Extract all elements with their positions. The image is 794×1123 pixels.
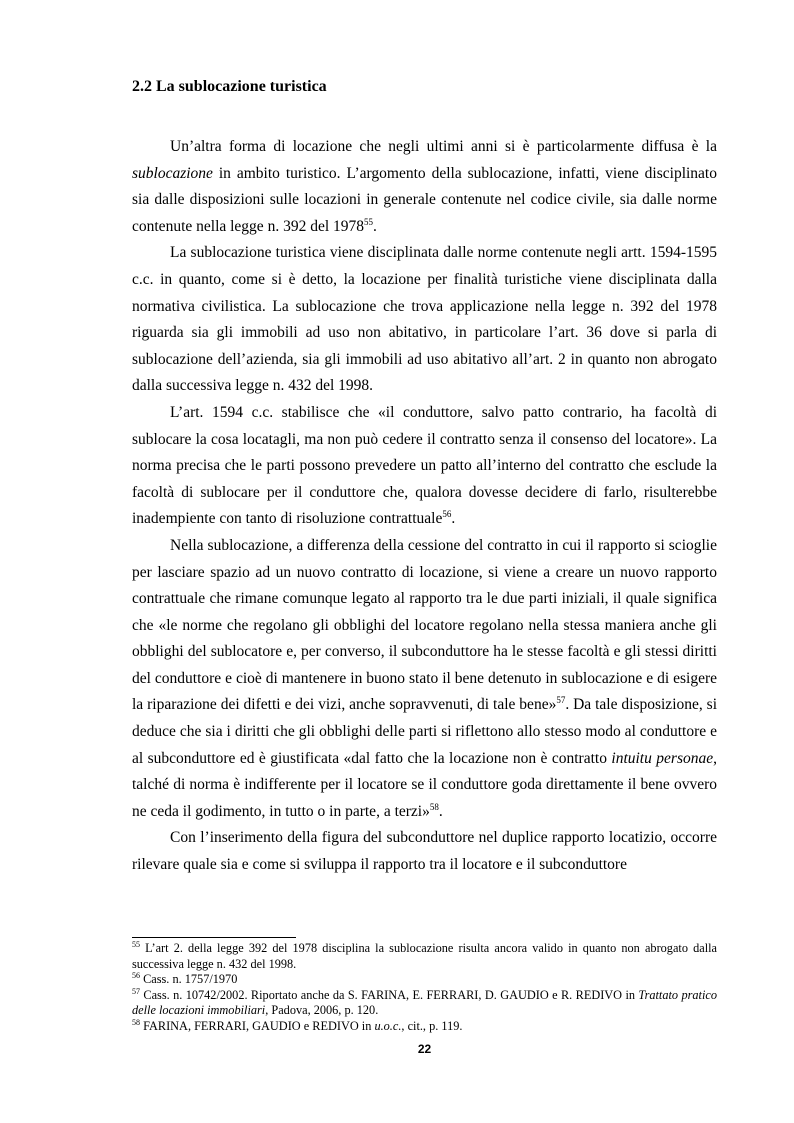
text-run: in ambito turistico. L’argomento della sublocazione, infatti, viene disciplinato sia dalle disposizioni sulle locazioni in generale contenute nel codice civile, sia dalle norme contenute nella legge n. 392 del 1978 bbox=[132, 164, 717, 235]
footnote-italic: u.o.c. bbox=[374, 1018, 402, 1033]
italic-term: sublocazione bbox=[132, 164, 213, 182]
text-run: La sublocazione turistica viene disciplinata dalle norme contenute negli artt. 1594-1595 c.c. in quanto, come si è detto, la locazione per finalità turistiche viene disciplinata dalla normativa civilistica. La sublocazione che trova applicazione nella legge n. 392 del 1978 riguarda sia gli immobili ad uso non abitativo, in particolare l’art. 36 dove si parla di sublocazione dell’azienda, sia gli immobili ad uso abitativo all’art. 2 in quanto non abrogato dalla successiva legge n. 432 del 1998. bbox=[132, 244, 717, 395]
footnote bbox=[132, 988, 717, 1019]
footnote-text: L’art 2. della legge 392 del 1978 disciplina la sublocazione risulta ancora valido in quanto non abrogato dalla successiva legge n. 432 del 1998. bbox=[132, 941, 717, 971]
text-run: . bbox=[373, 217, 377, 235]
footnote bbox=[132, 972, 717, 988]
footnote-number: 55 bbox=[132, 939, 140, 949]
footnote-ref: 58 bbox=[429, 801, 439, 812]
paragraph bbox=[132, 134, 717, 240]
text-run: Con l’inserimento della figura del subconduttore nel duplice rapporto locatizio, occorre rilevare quale sia e come si sviluppa il rapporto tra il locatore e il subconduttore bbox=[132, 829, 717, 874]
page-number: 22 bbox=[417, 1042, 432, 1056]
footnote-text: Cass. n. 10742/2002. Riportato anche da S. FARINA, E. FERRARI, D. GAUDIO e R. REDIVO in bbox=[140, 987, 639, 1002]
footnote-ref: 57 bbox=[556, 695, 566, 706]
text-run: . bbox=[438, 802, 443, 820]
paragraph bbox=[132, 400, 717, 533]
document-page bbox=[132, 0, 717, 1123]
text-run: , talché di norma è indifferente per il locatore se il conduttore goda direttamente il bene ovvero ne ceda il godimento, in tutto o in parte, a terzi» bbox=[132, 749, 717, 820]
footnote-text: FARINA, FERRARI, GAUDIO e REDIVO in bbox=[140, 1018, 375, 1033]
footnote-number: 58 bbox=[132, 1017, 140, 1027]
paragraph bbox=[132, 533, 717, 826]
footnote-text: , cit., p. 119. bbox=[401, 1018, 463, 1033]
footnote bbox=[132, 1019, 717, 1035]
italic-term: intuitu personae bbox=[611, 749, 714, 767]
paragraph bbox=[132, 240, 717, 400]
footnote-text: Cass. n. 1757/1970 bbox=[140, 972, 238, 987]
footnote-ref: 55 bbox=[364, 216, 374, 227]
footnote bbox=[132, 941, 717, 972]
section-heading: 2.2 La sublocazione turistica bbox=[132, 78, 327, 95]
paragraph bbox=[132, 825, 717, 878]
footnote-number: 57 bbox=[132, 986, 140, 996]
footnote-number: 56 bbox=[132, 971, 140, 981]
text-run: Un’altra forma di locazione che negli ultimi anni si è particolarmente diffusa è la bbox=[170, 138, 717, 155]
text-run: . bbox=[451, 510, 456, 528]
footnote-divider bbox=[132, 937, 296, 938]
footnotes bbox=[132, 941, 717, 1035]
footnote-text: , Padova, 2006, p. 120. bbox=[265, 1003, 379, 1018]
text-run: Nella sublocazione, a differenza della cessione del contratto in cui il rapporto si scioglie per lasciare spazio ad un nuovo contratto di locazione, si viene a creare un nuovo rapporto contrattuale che rimane comunque legato al rapporto tra le due parti iniziali, il quale significa che «le norme che regolano gli obblighi del locatore regolano nella stessa maniera anche gli obblighi del sublocatore e, per converso, il subconduttore ha le stesse facoltà e gli stessi diritti del conduttore e cioè di mantenere in buono stato il bene detenuto in sublocazione e di esigere la riparazione dei difetti e dei vizi, anche sopravvenuti, di tale bene» bbox=[132, 536, 717, 714]
footnote-ref: 56 bbox=[442, 509, 452, 520]
body-text bbox=[132, 134, 717, 879]
footnote-italic: Trattato pratico delle locazioni immobiliari bbox=[132, 987, 717, 1018]
text-run: L’art. 1594 c.c. stabilisce che «il conduttore, salvo patto contrario, ha facoltà di sublocare la cosa locatagli, ma non può cedere il contratto senza il consenso del locatore». La norma precisa che le parti possono prevedere un patto all’interno del contratto che esclude la facoltà di sublocare per il conduttore che, qualora dovesse decidere di farlo, risulterebbe inadempiente con tanto di risoluzione contrattuale bbox=[132, 403, 717, 528]
text-run: . Da tale disposizione, si deduce che sia i diritti che gli obblighi delle parti si riflettono allo stesso modo al conduttore e al subconduttore ed è giustificata «dal fatto che la locazione non è contratto bbox=[132, 696, 718, 767]
